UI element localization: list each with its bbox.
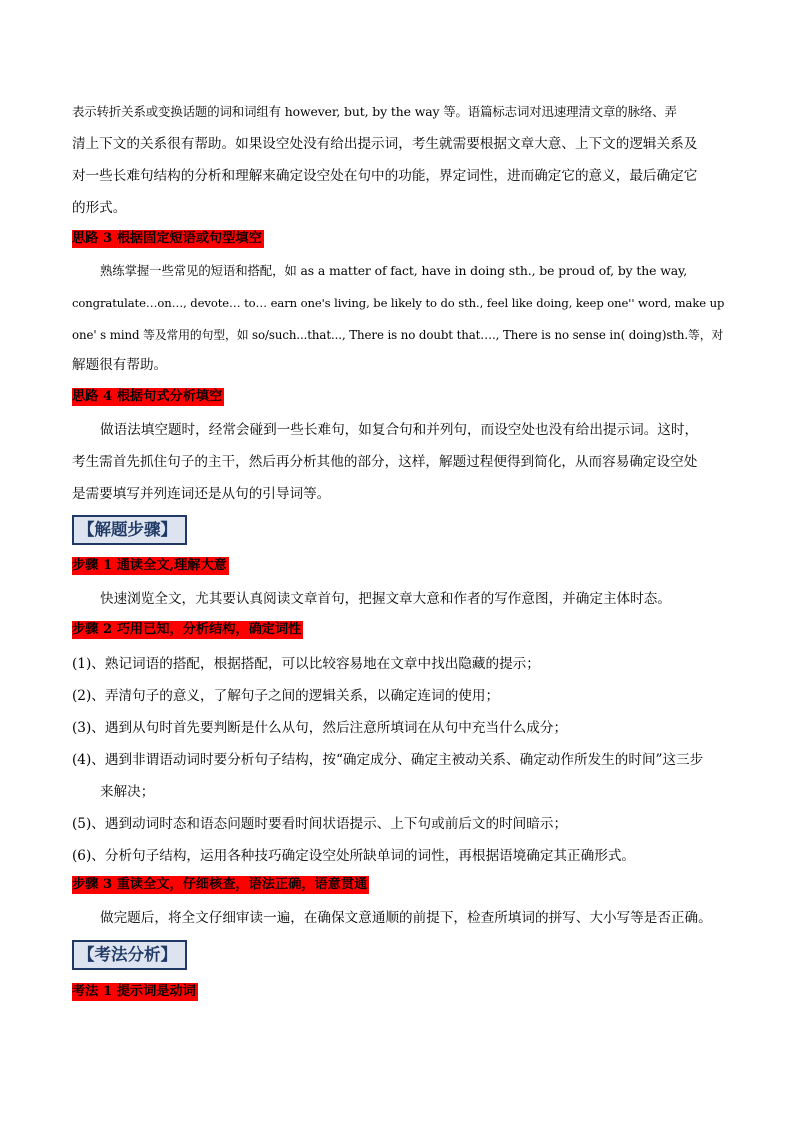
step2-heading: 步骤 2 巧用已知，分析结构，确定词性 — [72, 622, 302, 637]
idea3-line-3: one' s mind 等及常用的句型，如 so/such...that..., There is no doubt that…., There is no sense in( doing)sth.等，对 — [72, 328, 724, 342]
step2-item-4-cont: 来解决； — [100, 784, 155, 800]
step2-item-5: (5)、遇到动词时态和语态问题时要看时间状语提示、上下句或前后文的时间暗示； — [72, 816, 568, 832]
step2-item-4: (4)、遇到非谓语动词时要分析句子结构，按“确定成分、确定主被动关系、确定动作所发生的时间”这三步 — [72, 752, 704, 768]
idea4-line-1: 做语法填空题时，经常会碰到一些长难句，如复合句和并列句，而设空处也没有给出提示词。这时， — [100, 422, 699, 438]
step2-item-6: (6)、分析句子结构，运用各种技巧确定设空处所缺单词的词性，再根据语境确定其正确形式。 — [72, 848, 636, 864]
intro-line-4: 的形式。 — [72, 200, 127, 216]
idea3-line-2: congratulate…on…, devote… to… earn one's living, be likely to do sth., feel like doing, keep one'' word, make up — [72, 296, 725, 310]
intro-line-3: 对一些长难句结构的分析和理解来确定设空处在句中的功能，界定词性，进而确定它的意义，最后确定它 — [72, 168, 698, 184]
method1-heading: 考法 1 提示词是动词 — [72, 984, 196, 999]
idea4-line-3: 是需要填写并列连词还是从句的引导词等。 — [72, 486, 331, 502]
idea4-line-2: 考生需首先抓住句子的主干，然后再分析其他的部分，这样，解题过程便得到简化，从而容易确定设空处 — [72, 454, 698, 470]
step3-line: 做完题后，将全文仔细审读一遍，在确保文意通顺的前提下，检查所填词的拼写、大小写等是否正确。 — [100, 910, 712, 926]
step2-item-3: (3)、遇到从句时首先要判断是什么从句，然后注意所填词在从句中充当什么成分； — [72, 720, 568, 736]
intro-line-2: 清上下文的关系很有帮助。如果设空处没有给出提示词，考生就需要根据文章大意、上下文的逻辑关系及 — [72, 136, 698, 152]
step3-heading: 步骤 3 重读全文，仔细核查，语法正确，语意贯通 — [72, 877, 368, 892]
step1-heading: 步骤 1 通读全文,理解大意 — [72, 558, 227, 573]
intro-line-1: 表示转折关系或变换话题的词和词组有 however, but, by the way 等。语篇标志词对迅速理清文章的脉络、弄 — [72, 104, 677, 119]
step2-item-1: (1)、熟记词语的搭配，根据搭配，可以比较容易地在文章中找出隐藏的提示； — [72, 656, 540, 672]
section-method-analysis: 【考法分析】 — [72, 940, 187, 970]
step2-item-2: (2)、弄清句子的意义，了解句子之间的逻辑关系，以确定连词的使用； — [72, 688, 500, 704]
step1-line: 快速浏览全文，尤其要认真阅读文章首句，把握文章大意和作者的写作意图，并确定主体时态。 — [100, 591, 671, 607]
idea3-heading: 思路 3 根据固定短语或句型填空 — [72, 231, 262, 246]
idea3-line-4: 解题很有帮助。 — [72, 357, 168, 373]
section-solving-steps: 【解题步骤】 — [72, 515, 187, 545]
idea3-line-1: 熟练掌握一些常见的短语和搭配，如 as a matter of fact, have in doing sth., be proud of, by the way, — [100, 263, 688, 278]
idea4-heading: 思路 4 根据句式分析填空 — [72, 389, 223, 404]
